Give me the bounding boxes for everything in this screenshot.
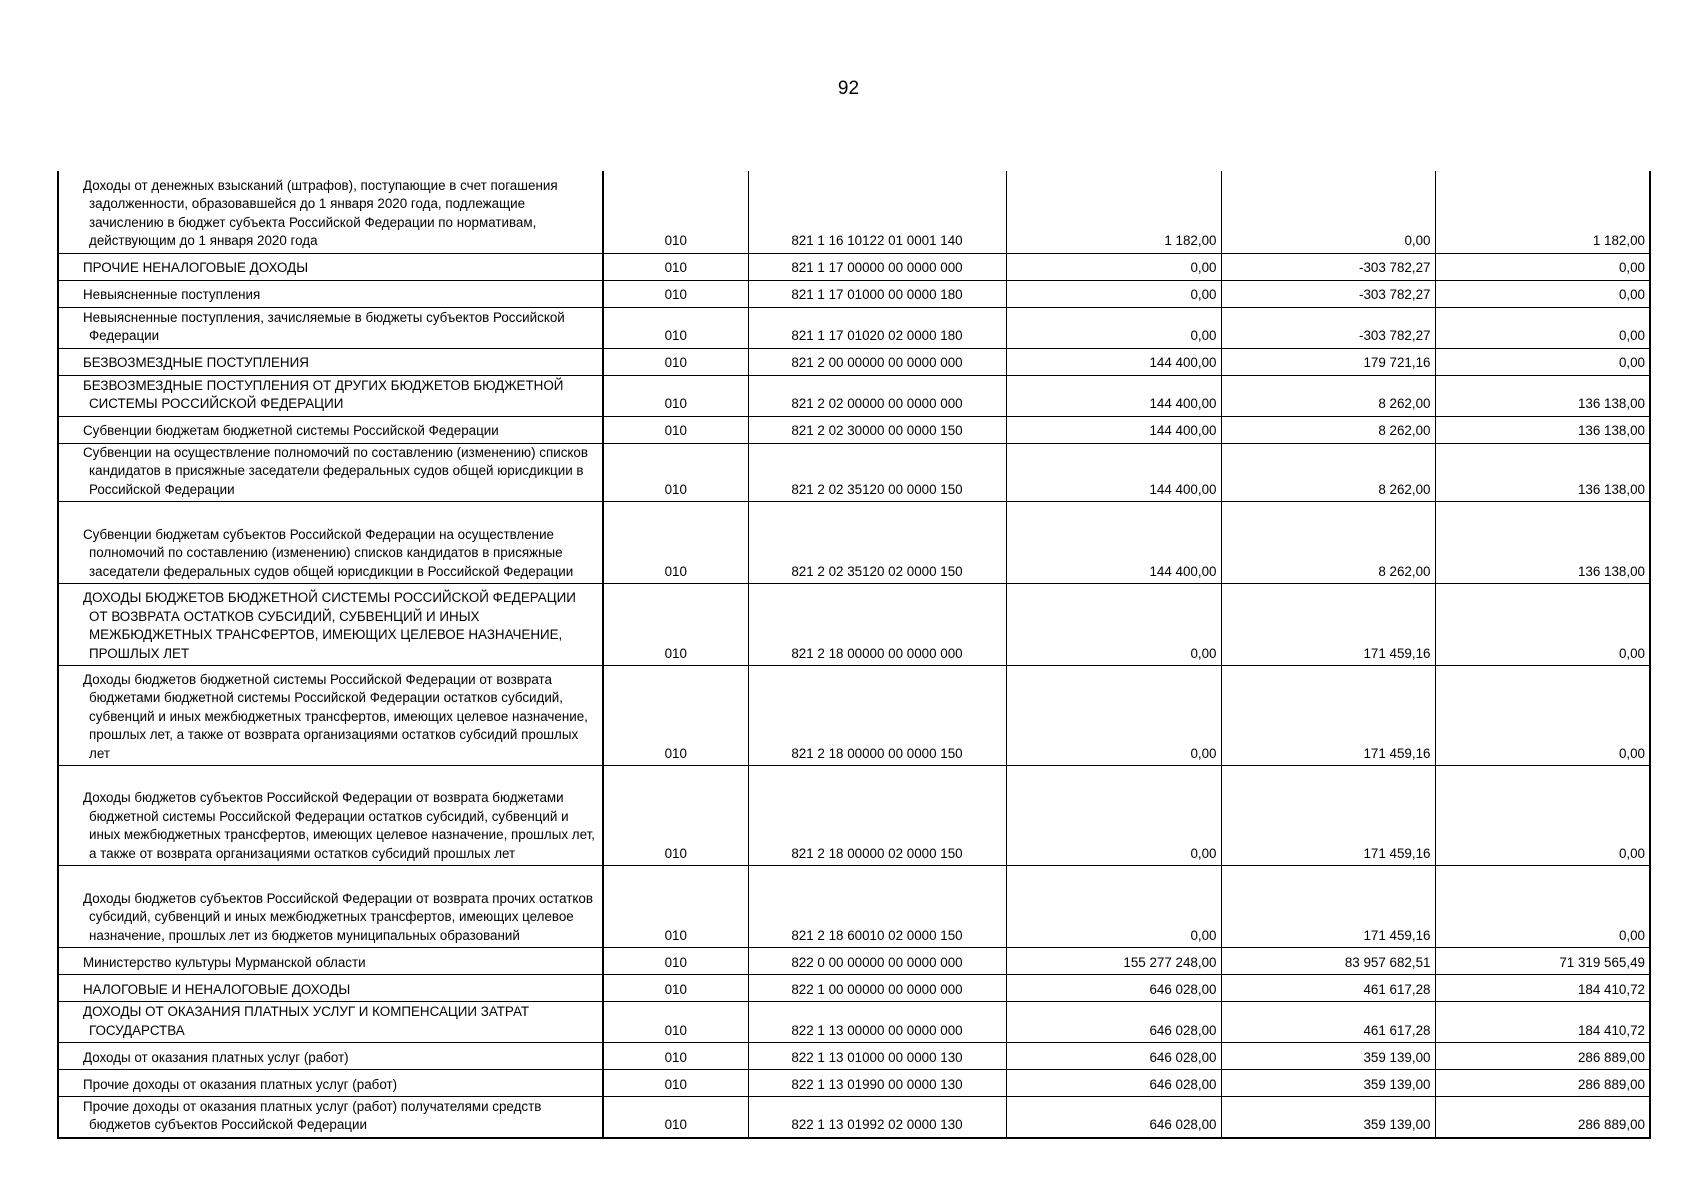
row-approved-amount: 144 400,00 (1006, 416, 1221, 443)
row-unexecuted-amount: 0,00 (1435, 280, 1650, 307)
table-row (58, 1002, 1650, 1043)
table-row (58, 502, 1650, 584)
table-row (58, 866, 1650, 948)
row-name: БЕЗВОЗМЕЗДНЫЕ ПОСТУПЛЕНИЯ (58, 348, 603, 375)
row-unexecuted-amount: 286 889,00 (1435, 1070, 1650, 1097)
row-budget-code: 822 0 00 00000 00 0000 000 (748, 948, 1006, 975)
row-budget-code: 821 2 02 35120 00 0000 150 (748, 443, 1006, 502)
row-approved-amount: 0,00 (1006, 307, 1221, 348)
row-approved-amount: 144 400,00 (1006, 443, 1221, 502)
row-unexecuted-amount: 0,00 (1435, 584, 1650, 666)
row-name: Невыясненные поступления (58, 280, 603, 307)
row-line-code: 010 (603, 866, 748, 948)
table-row (58, 948, 1650, 975)
row-unexecuted-amount: 1 182,00 (1435, 171, 1650, 253)
row-unexecuted-amount: 184 410,72 (1435, 975, 1650, 1002)
row-budget-code: 822 1 13 01992 02 0000 130 (748, 1097, 1006, 1138)
row-approved-amount: 144 400,00 (1006, 502, 1221, 584)
row-name: Прочие доходы от оказания платных услуг (работ) получателями средств бюджетов субъектов Российской Федерации (58, 1097, 603, 1138)
row-name: Доходы бюджетов субъектов Российской Федерации от возврата бюджетами бюджетной системы Российской Федерации остатков субсидий, субвенций и иных межбюджетных трансфертов, имеющих целевое назначение, прошлых лет, а также от возврата организациями остатков субсидий прошлых лет (58, 766, 603, 866)
row-unexecuted-amount: 286 889,00 (1435, 1097, 1650, 1138)
row-line-code: 010 (603, 307, 748, 348)
row-name: ПРОЧИЕ НЕНАЛОГОВЫЕ ДОХОДЫ (58, 253, 603, 280)
row-budget-code: 821 2 18 00000 00 0000 150 (748, 666, 1006, 766)
table-row (58, 253, 1650, 280)
row-line-code: 010 (603, 171, 748, 253)
row-line-code: 010 (603, 948, 748, 975)
table-row (58, 1097, 1650, 1138)
table-row (58, 443, 1650, 502)
row-line-code: 010 (603, 253, 748, 280)
row-unexecuted-amount: 0,00 (1435, 766, 1650, 866)
row-executed-amount: 8 262,00 (1221, 502, 1435, 584)
row-line-code: 010 (603, 502, 748, 584)
row-line-code: 010 (603, 416, 748, 443)
row-budget-code: 821 2 02 30000 00 0000 150 (748, 416, 1006, 443)
row-executed-amount: -303 782,27 (1221, 280, 1435, 307)
table-row (58, 584, 1650, 666)
table-row (58, 416, 1650, 443)
row-executed-amount: -303 782,27 (1221, 307, 1435, 348)
row-unexecuted-amount: 136 138,00 (1435, 502, 1650, 584)
row-budget-code: 821 2 02 00000 00 0000 000 (748, 375, 1006, 416)
row-budget-code: 822 1 13 01000 00 0000 130 (748, 1043, 1006, 1070)
row-approved-amount: 155 277 248,00 (1006, 948, 1221, 975)
row-name: Субвенции бюджетам бюджетной системы Российской Федерации (58, 416, 603, 443)
row-executed-amount: 171 459,16 (1221, 584, 1435, 666)
row-budget-code: 822 1 13 01990 00 0000 130 (748, 1070, 1006, 1097)
row-name: Доходы от оказания платных услуг (работ) (58, 1043, 603, 1070)
row-approved-amount: 0,00 (1006, 866, 1221, 948)
row-line-code: 010 (603, 975, 748, 1002)
row-approved-amount: 1 182,00 (1006, 171, 1221, 253)
row-name: Субвенции бюджетам субъектов Российской Федерации на осуществление полномочий по составлению (изменению) списков кандидатов в присяжные заседатели федеральных судов общей юрисдикции в Российской Федерации (58, 502, 603, 584)
row-unexecuted-amount: 0,00 (1435, 866, 1650, 948)
row-line-code: 010 (603, 584, 748, 666)
row-approved-amount: 0,00 (1006, 253, 1221, 280)
row-line-code: 010 (603, 1043, 748, 1070)
row-approved-amount: 144 400,00 (1006, 375, 1221, 416)
row-unexecuted-amount: 286 889,00 (1435, 1043, 1650, 1070)
row-name: Доходы от денежных взысканий (штрафов), поступающие в счет погашения задолженности, образовавшейся до 1 января 2020 года, подлежащие зачислению в бюджет субъекта Российской Федерации по нормативам, действующим до 1 января 2020 года (58, 171, 603, 253)
row-line-code: 010 (603, 443, 748, 502)
row-line-code: 010 (603, 375, 748, 416)
row-name: НАЛОГОВЫЕ И НЕНАЛОГОВЫЕ ДОХОДЫ (58, 975, 603, 1002)
row-executed-amount: 8 262,00 (1221, 375, 1435, 416)
table-row (58, 1070, 1650, 1097)
row-budget-code: 821 2 02 35120 02 0000 150 (748, 502, 1006, 584)
row-executed-amount: 8 262,00 (1221, 443, 1435, 502)
table-row (58, 975, 1650, 1002)
page-number: 92 (837, 78, 860, 99)
row-budget-code: 821 1 16 10122 01 0001 140 (748, 171, 1006, 253)
row-name: Доходы бюджетов бюджетной системы Российской Федерации от возврата бюджетами бюджетной системы Российской Федерации остатков субсидий, субвенций и иных межбюджетных трансфертов, имеющих целевое назначение, прошлых лет, а также от возврата организациями остатков субсидий прошлых лет (58, 666, 603, 766)
row-line-code: 010 (603, 766, 748, 866)
row-executed-amount: 359 139,00 (1221, 1070, 1435, 1097)
row-approved-amount: 0,00 (1006, 666, 1221, 766)
row-budget-code: 821 2 18 00000 02 0000 150 (748, 766, 1006, 866)
row-approved-amount: 646 028,00 (1006, 1002, 1221, 1043)
row-unexecuted-amount: 0,00 (1435, 666, 1650, 766)
table-row (58, 307, 1650, 348)
row-name: Доходы бюджетов субъектов Российской Федерации от возврата прочих остатков субсидий, субвенций и иных межбюджетных трансфертов, имеющих целевое назначение, прошлых лет из бюджетов муниципальных образований (58, 866, 603, 948)
table-row (58, 375, 1650, 416)
row-name: Прочие доходы от оказания платных услуг (работ) (58, 1070, 603, 1097)
table-row (58, 280, 1650, 307)
row-budget-code: 821 1 17 01000 00 0000 180 (748, 280, 1006, 307)
row-unexecuted-amount: 0,00 (1435, 307, 1650, 348)
table-row (58, 171, 1650, 253)
row-line-code: 010 (603, 348, 748, 375)
row-executed-amount: 0,00 (1221, 171, 1435, 253)
row-line-code: 010 (603, 1097, 748, 1138)
row-line-code: 010 (603, 666, 748, 766)
row-approved-amount: 646 028,00 (1006, 975, 1221, 1002)
row-name: Невыясненные поступления, зачисляемые в бюджеты субъектов Российской Федерации (58, 307, 603, 348)
row-name: Субвенции на осуществление полномочий по составлению (изменению) списков кандидатов в присяжные заседатели федеральных судов общей юрисдикции в Российской Федерации (58, 443, 603, 502)
row-unexecuted-amount: 136 138,00 (1435, 416, 1650, 443)
row-approved-amount: 646 028,00 (1006, 1070, 1221, 1097)
revenue-report-table (57, 171, 1651, 1139)
table-row (58, 766, 1650, 866)
table-row (58, 1043, 1650, 1070)
row-executed-amount: 359 139,00 (1221, 1043, 1435, 1070)
row-executed-amount: -303 782,27 (1221, 253, 1435, 280)
row-unexecuted-amount: 136 138,00 (1435, 375, 1650, 416)
row-executed-amount: 8 262,00 (1221, 416, 1435, 443)
row-executed-amount: 83 957 682,51 (1221, 948, 1435, 975)
row-unexecuted-amount: 136 138,00 (1435, 443, 1650, 502)
row-budget-code: 822 1 00 00000 00 0000 000 (748, 975, 1006, 1002)
row-approved-amount: 0,00 (1006, 280, 1221, 307)
row-name: Министерство культуры Мурманской области (58, 948, 603, 975)
row-approved-amount: 0,00 (1006, 766, 1221, 866)
row-approved-amount: 646 028,00 (1006, 1043, 1221, 1070)
row-executed-amount: 461 617,28 (1221, 975, 1435, 1002)
row-approved-amount: 144 400,00 (1006, 348, 1221, 375)
revenue-report-body (58, 171, 1650, 1138)
row-unexecuted-amount: 184 410,72 (1435, 1002, 1650, 1043)
row-line-code: 010 (603, 1070, 748, 1097)
row-line-code: 010 (603, 1002, 748, 1043)
row-budget-code: 822 1 13 00000 00 0000 000 (748, 1002, 1006, 1043)
row-budget-code: 821 2 00 00000 00 0000 000 (748, 348, 1006, 375)
row-executed-amount: 359 139,00 (1221, 1097, 1435, 1138)
row-budget-code: 821 2 18 60010 02 0000 150 (748, 866, 1006, 948)
row-budget-code: 821 2 18 00000 00 0000 000 (748, 584, 1006, 666)
row-approved-amount: 0,00 (1006, 584, 1221, 666)
row-executed-amount: 461 617,28 (1221, 1002, 1435, 1043)
row-executed-amount: 171 459,16 (1221, 666, 1435, 766)
row-name: ДОХОДЫ ОТ ОКАЗАНИЯ ПЛАТНЫХ УСЛУГ И КОМПЕНСАЦИИ ЗАТРАТ ГОСУДАРСТВА (58, 1002, 603, 1043)
row-budget-code: 821 1 17 00000 00 0000 000 (748, 253, 1006, 280)
table-row (58, 666, 1650, 766)
row-budget-code: 821 1 17 01020 02 0000 180 (748, 307, 1006, 348)
row-unexecuted-amount: 0,00 (1435, 253, 1650, 280)
row-executed-amount: 179 721,16 (1221, 348, 1435, 375)
row-executed-amount: 171 459,16 (1221, 866, 1435, 948)
row-unexecuted-amount: 0,00 (1435, 348, 1650, 375)
row-name: ДОХОДЫ БЮДЖЕТОВ БЮДЖЕТНОЙ СИСТЕМЫ РОССИЙСКОЙ ФЕДЕРАЦИИ ОТ ВОЗВРАТА ОСТАТКОВ СУБСИДИЙ, СУБВЕНЦИЙ И ИНЫХ МЕЖБЮДЖЕТНЫХ ТРАНСФЕРТОВ, ИМЕЮЩИХ ЦЕЛЕВОЕ НАЗНАЧЕНИЕ, ПРОШЛЫХ ЛЕТ (58, 584, 603, 666)
row-name: БЕЗВОЗМЕЗДНЫЕ ПОСТУПЛЕНИЯ ОТ ДРУГИХ БЮДЖЕТОВ БЮДЖЕТНОЙ СИСТЕМЫ РОССИЙСКОЙ ФЕДЕРАЦИИ (58, 375, 603, 416)
row-approved-amount: 646 028,00 (1006, 1097, 1221, 1138)
row-executed-amount: 171 459,16 (1221, 766, 1435, 866)
row-line-code: 010 (603, 280, 748, 307)
table-row (58, 348, 1650, 375)
row-unexecuted-amount: 71 319 565,49 (1435, 948, 1650, 975)
